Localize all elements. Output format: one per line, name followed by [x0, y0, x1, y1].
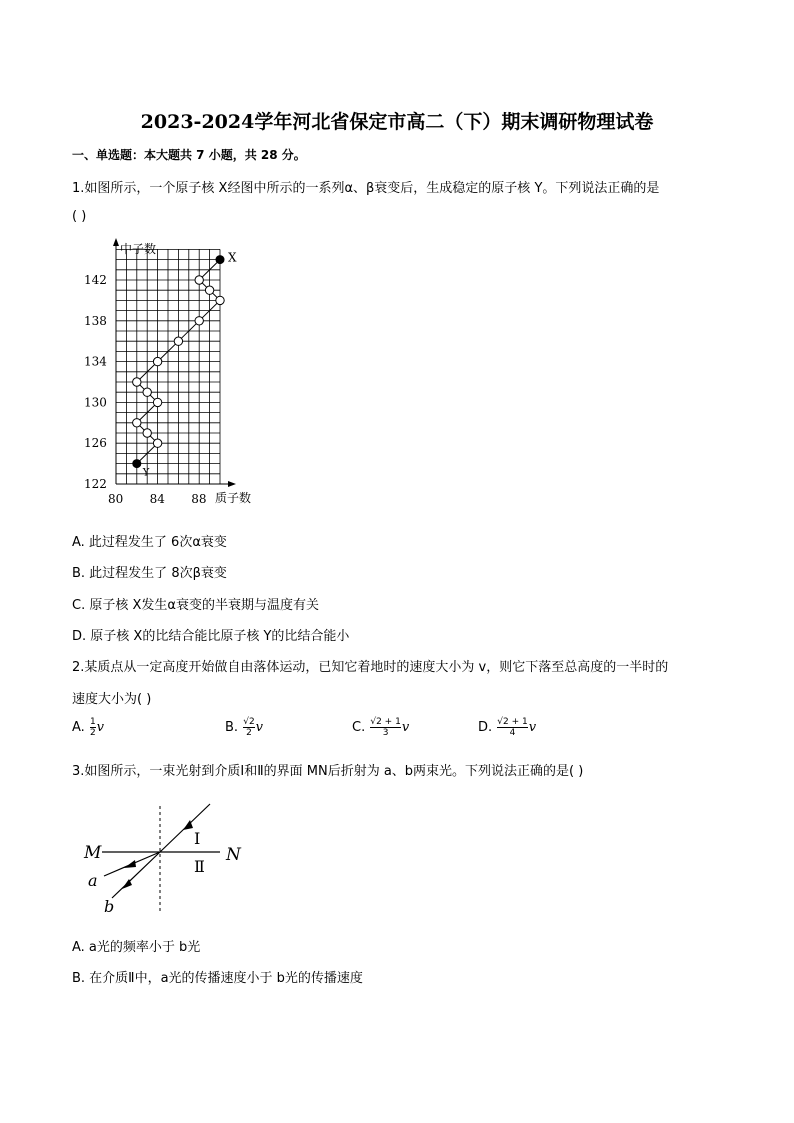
q3-stem: 3.如图所示，一束光射到介质Ⅰ和Ⅱ的界面 MN后折射为 a、b两束光。下列说法正确的是( )	[72, 764, 584, 779]
q2-stem-line2: 速度大小为( )	[72, 692, 152, 707]
q1-stem-line1: 1.如图所示，一个原子核 X经图中所示的一系列α、β衰变后，生成稳定的原子核 Y。下列说法正确的是	[72, 181, 660, 196]
q3-option-b[interactable]: B. 在介质Ⅱ中，a光的传播速度小于 b光的传播速度	[72, 971, 363, 986]
q1-option-c[interactable]: C. 原子核 X发生α衰变的半衰期与温度有关	[72, 598, 319, 613]
x-axis-arrow	[228, 481, 236, 487]
point-label-y: Y	[142, 467, 150, 479]
nucleus-point-x	[216, 256, 224, 264]
q1-option-b[interactable]: B. 此过程发生了 8次β衰变	[72, 566, 227, 581]
q1-option-d[interactable]: D. 原子核 X的比结合能比原子核 Y的比结合能小	[72, 629, 350, 644]
y-tick-label: 122	[84, 477, 107, 491]
q2-option-b[interactable]: B. $\frac{√2}{2}$ v	[225, 717, 264, 738]
ray-b	[112, 852, 160, 898]
y-tick-label: 142	[84, 273, 107, 287]
decay-point	[195, 317, 203, 325]
label-a: a	[88, 871, 98, 890]
y-tick-label: 134	[84, 354, 107, 369]
decay-point	[216, 296, 224, 304]
decay-point	[174, 337, 182, 345]
decay-point	[153, 439, 161, 447]
label-b: b	[104, 897, 115, 916]
label-medium-i: Ⅰ	[194, 829, 201, 848]
q1-decay-chart	[80, 236, 280, 511]
decay-point	[153, 357, 161, 365]
y-tick-label: 130	[84, 395, 107, 410]
fraction: $\frac{√2 + 1}{4}$	[497, 717, 528, 738]
q2-option-d[interactable]: D. $\frac{√2 + 1}{4}$ v	[478, 717, 537, 738]
y-axis-label: 中子数	[120, 242, 157, 256]
page-title: 2023-2024学年河北省保定市高二（下）期末调研物理试卷	[140, 111, 654, 133]
q1-stem-line2: ( )	[72, 209, 87, 224]
q3-refraction-diagram	[80, 800, 260, 918]
label-m: M	[84, 843, 102, 863]
decay-point	[195, 276, 203, 284]
section-heading: 一、单选题：本大题共 7 小题，共 28 分。	[72, 148, 306, 162]
ray-a-arrow	[124, 860, 136, 868]
decay-point	[143, 388, 151, 396]
q2-stem-line1: 2.某质点从一定高度开始做自由落体运动，已知它着地时的速度大小为 v，则它下落至总高度的一半时的	[72, 660, 669, 675]
x-tick-label: 88	[191, 492, 207, 506]
point-label-x: X	[228, 250, 237, 265]
x-tick-label: 84	[149, 492, 165, 506]
y-tick-label: 138	[84, 313, 107, 328]
fraction: $\frac{√2}{2}$	[243, 717, 255, 738]
label-n: N	[226, 845, 241, 865]
decay-point	[205, 286, 213, 294]
decay-point	[133, 378, 141, 386]
q3-option-a[interactable]: A. a光的频率小于 b光	[72, 940, 201, 955]
decay-point	[143, 429, 151, 437]
q2-option-a[interactable]: A. $\frac{1}{2}$ v	[72, 717, 105, 738]
decay-point	[133, 419, 141, 427]
x-tick-label: 80	[108, 492, 124, 506]
y-tick-label: 126	[84, 436, 107, 451]
label-medium-ii: Ⅱ	[194, 857, 205, 876]
fraction: $\frac{1}{2}$	[89, 717, 96, 738]
q1-option-a[interactable]: A. 此过程发生了 6次α衰变	[72, 535, 227, 550]
fraction: $\frac{√2 + 1}{3}$	[370, 717, 401, 738]
y-axis-arrow	[113, 238, 119, 246]
x-axis-label: 质子数	[215, 491, 252, 505]
decay-point	[153, 398, 161, 406]
q2-option-c[interactable]: C. $\frac{√2 + 1}{3}$ v	[352, 717, 410, 738]
nucleus-point-y	[133, 460, 141, 468]
